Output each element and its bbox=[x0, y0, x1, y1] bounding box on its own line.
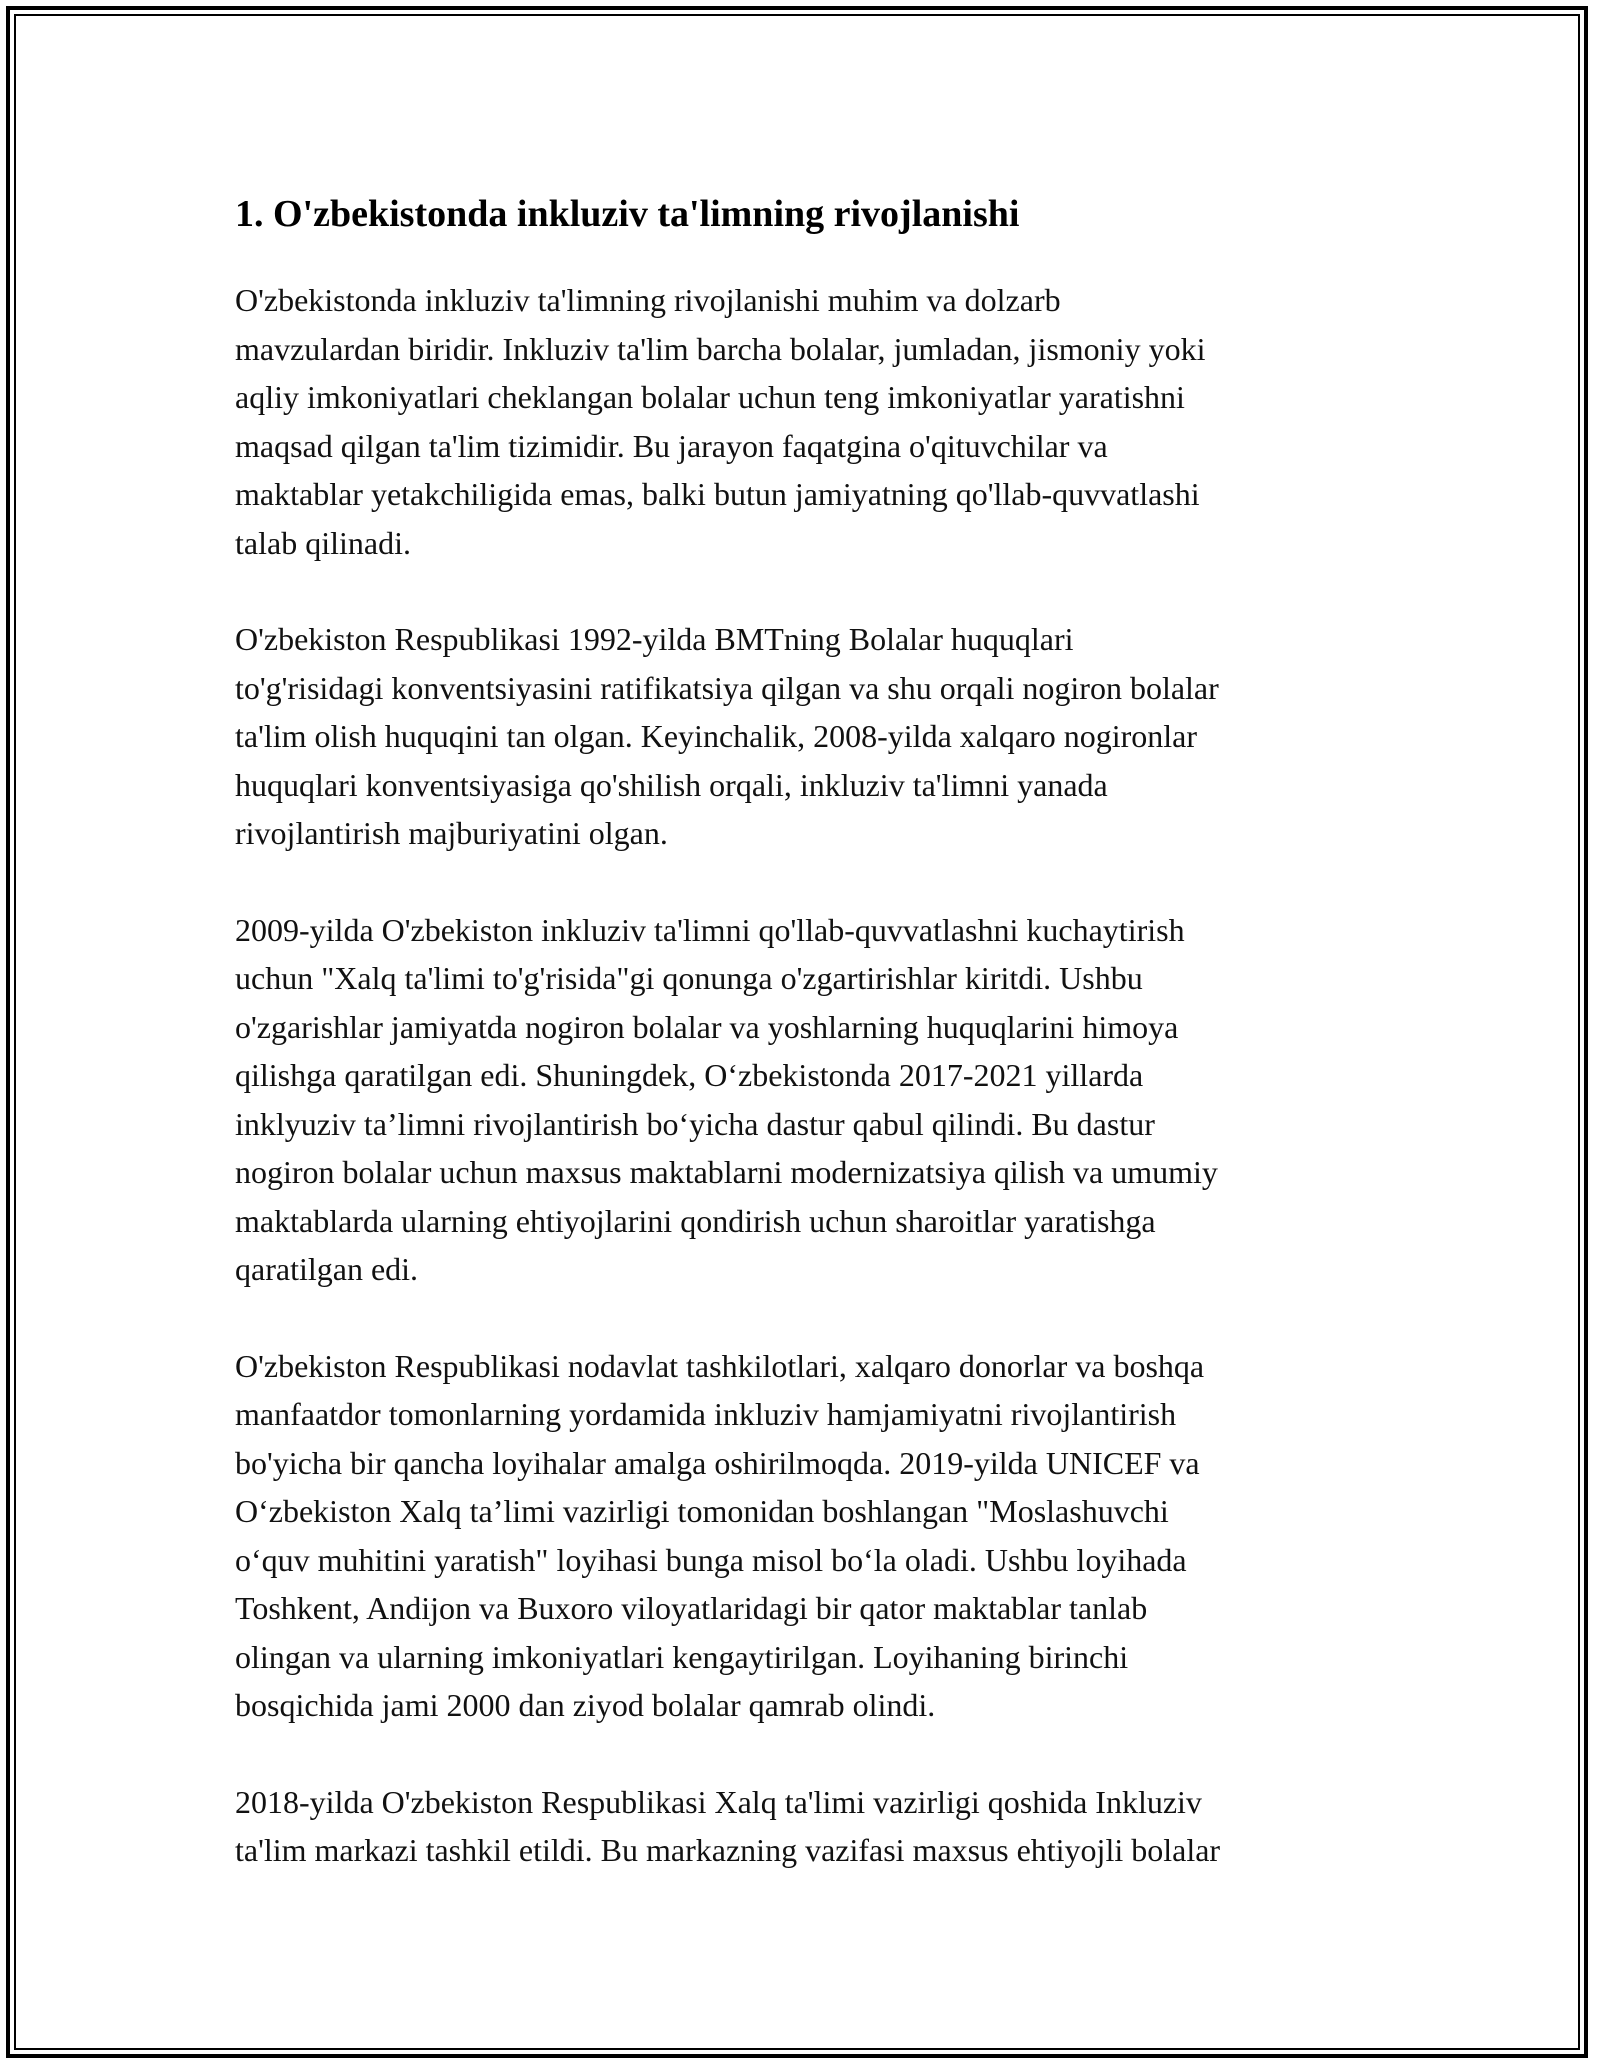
text-line: rivojlantirish majburiyatini olgan. bbox=[235, 815, 668, 851]
text-line: aqliy imkoniyatlari cheklangan bolalar uchun teng imkoniyatlar yaratishni bbox=[235, 379, 1185, 415]
paragraph-3 bbox=[235, 906, 1375, 1294]
text-line: qilishga qaratilgan edi. Shuningdek, O‘zbekistonda 2017-2021 yillarda bbox=[235, 1057, 1144, 1093]
text-line: manfaatdor tomonlarning yordamida inkluziv hamjamiyatni rivojlantirish bbox=[235, 1396, 1177, 1432]
text-line: O‘zbekiston Xalq ta’limi vazirligi tomonidan boshlangan "Moslashuvchi bbox=[235, 1493, 1169, 1529]
text-line: o'zgarishlar jamiyatda nogiron bolalar va yoshlarning huquqlarini himoya bbox=[235, 1008, 1179, 1045]
paragraph-5 bbox=[235, 1778, 1375, 1875]
text-line: mavzulardan biridir. Inkluziv ta'lim barcha bolalar, jumladan, jismoniy yoki bbox=[235, 330, 1206, 367]
text-line: maqsad qilgan ta'lim tizimidir. Bu jarayon faqatgina o'qituvchilar va bbox=[235, 427, 1108, 464]
text-line: olingan va ularning imkoniyatlari kengaytirilgan. Loyihaning birinchi bbox=[235, 1638, 1129, 1675]
text-line: nogiron bolalar uchun maxsus maktablarni modernizatsiya qilish va umumiy bbox=[235, 1154, 1218, 1190]
text-line: qaratilgan edi. bbox=[235, 1251, 419, 1287]
text-line: o‘quv muhitini yaratish" loyihasi bunga misol bo‘la oladi. Ushbu loyihada bbox=[235, 1541, 1187, 1578]
text-line: talab qilinadi. bbox=[235, 524, 411, 561]
text-line: maktablar yetakchiligida emas, balki butun jamiyatning qo'llab-quvvatlashi bbox=[235, 476, 1200, 512]
section-heading: 1. O'zbekistonda inkluziv ta'limning rivojlanishi bbox=[235, 193, 1020, 235]
text-line: to'g'risidagi konventsiyasini ratifikatsiya qilgan va shu orqali nogiron bolalar bbox=[235, 669, 1219, 706]
paragraph-1 bbox=[235, 276, 1375, 567]
text-line: maktablarda ularning ehtiyojlarini qondirish uchun sharoitlar yaratishga bbox=[235, 1202, 1156, 1239]
text-line: bo'yicha bir qancha loyihalar amalga oshirilmoqda. 2019-yilda UNICEF va bbox=[235, 1444, 1200, 1481]
text-line: ta'lim markazi tashkil etildi. Bu markazning vazifasi maxsus ehtiyojli bolalar bbox=[235, 1832, 1221, 1868]
text-line: O'zbekiston Respublikasi 1992-yilda BMTning Bolalar huquqlari bbox=[235, 621, 1074, 657]
text-line: huquqlari konventsiyasiga qo'shilish orqali, inkluziv ta'limni yanada bbox=[235, 766, 1108, 803]
text-line: bosqichida jami 2000 dan ziyod bolalar qamrab olindi. bbox=[235, 1687, 936, 1723]
paragraph-2 bbox=[235, 615, 1375, 858]
text-line: inklyuziv ta’limni rivojlantirish bo‘yicha dastur qabul qilindi. Bu dastur bbox=[235, 1105, 1155, 1142]
text-line: uchun "Xalq ta'limi to'g'risida"gi qonunga o'zgartirishlar kiritdi. Ushbu bbox=[235, 960, 1143, 996]
text-line: Toshkent, Andijon va Buxoro viloyatlaridagi bir qator maktablar tanlab bbox=[235, 1590, 1148, 1626]
text-line: ta'lim olish huquqini tan olgan. Keyinchalik, 2008-yilda xalqaro nogironlar bbox=[235, 718, 1198, 754]
document-body bbox=[235, 188, 1375, 1923]
text-line: 2009-yilda O'zbekiston inkluziv ta'limni qo'llab-quvvatlashni kuchaytirish bbox=[235, 911, 1185, 948]
text-line: 2018-yilda O'zbekiston Respublikasi Xalq ta'limi vazirligi qoshida Inkluziv bbox=[235, 1783, 1202, 1820]
text-line: O'zbekistonda inkluziv ta'limning rivojlanishi muhim va dolzarb bbox=[235, 282, 1061, 318]
text-line: O'zbekiston Respublikasi nodavlat tashkilotlari, xalqaro donorlar va boshqa bbox=[235, 1347, 1205, 1384]
paragraph-4 bbox=[235, 1342, 1375, 1730]
